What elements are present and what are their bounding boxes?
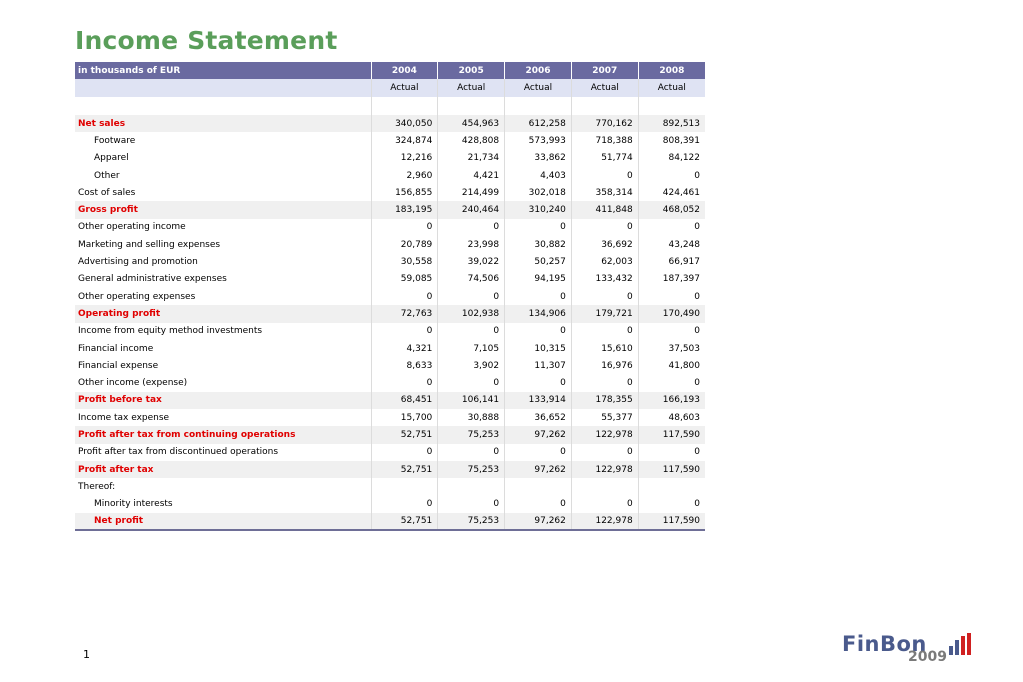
value-cell: 0 — [638, 444, 705, 461]
value-cell: 134,906 — [505, 305, 572, 322]
value-cell: 240,464 — [438, 201, 505, 218]
value-cell: 0 — [371, 219, 438, 236]
value-cell: 33,862 — [505, 150, 572, 167]
value-cell: 36,652 — [505, 409, 572, 426]
value-cell: 51,774 — [571, 150, 638, 167]
value-cell: 0 — [505, 496, 572, 513]
row-label: Other operating income — [78, 222, 186, 233]
value-cell: 214,499 — [438, 184, 505, 201]
value-cell: 75,253 — [438, 461, 505, 478]
value-cell: 0 — [571, 374, 638, 391]
value-cell: 30,882 — [505, 236, 572, 253]
value-cell: 23,998 — [438, 236, 505, 253]
value-cell: 12,216 — [371, 150, 438, 167]
value-cell: 94,195 — [505, 271, 572, 288]
value-cell: 0 — [371, 444, 438, 461]
row-label: Footware — [94, 135, 136, 146]
value-cell: 102,938 — [438, 305, 505, 322]
finbon-logo — [842, 630, 982, 666]
value-cell: 52,751 — [371, 461, 438, 478]
value-cell: 0 — [571, 219, 638, 236]
row-label: Profit after tax from discontinued operations — [78, 447, 279, 458]
value-cell: 3,902 — [438, 357, 505, 374]
status-label: Actual — [505, 79, 572, 97]
spacer-cell — [75, 97, 371, 115]
row-label: Advertising and promotion — [78, 257, 198, 268]
row-label: Profit before tax — [75, 392, 371, 409]
value-cell: 97,262 — [505, 426, 572, 443]
row-label: Marketing and selling expenses — [78, 239, 221, 250]
table-row — [75, 305, 705, 322]
table-row — [75, 478, 705, 495]
value-cell: 133,914 — [505, 392, 572, 409]
value-cell: 324,874 — [371, 132, 438, 149]
value-cell: 770,162 — [571, 115, 638, 132]
table-row — [75, 340, 705, 357]
spacer-cell — [571, 97, 638, 115]
value-cell: 340,050 — [371, 115, 438, 132]
value-cell: 0 — [638, 167, 705, 184]
row-label: Profit after tax — [75, 461, 371, 478]
value-cell: 4,321 — [371, 340, 438, 357]
table-row — [75, 132, 705, 149]
value-cell: 179,721 — [571, 305, 638, 322]
value-cell: 0 — [638, 374, 705, 391]
value-cell: 0 — [571, 496, 638, 513]
value-cell: 72,763 — [371, 305, 438, 322]
value-cell: 52,751 — [371, 513, 438, 530]
table-row — [75, 444, 705, 461]
value-cell: 133,432 — [571, 271, 638, 288]
row-label: Other operating expenses — [78, 291, 196, 302]
value-cell: 0 — [438, 444, 505, 461]
table-row — [75, 426, 705, 443]
spacer-cell — [505, 97, 572, 115]
value-cell: 166,193 — [638, 392, 705, 409]
value-cell: 36,692 — [571, 236, 638, 253]
spacer-cell — [638, 97, 705, 115]
value-cell: 0 — [371, 496, 438, 513]
value-cell: 117,590 — [638, 426, 705, 443]
value-cell — [571, 478, 638, 495]
value-cell: 454,963 — [438, 115, 505, 132]
value-cell: 0 — [438, 288, 505, 305]
table-header-row — [75, 62, 705, 79]
value-cell: 411,848 — [571, 201, 638, 218]
table-row — [75, 496, 705, 513]
value-cell: 30,558 — [371, 253, 438, 270]
value-cell — [505, 478, 572, 495]
value-cell: 0 — [505, 219, 572, 236]
value-cell: 16,976 — [571, 357, 638, 374]
table-row — [75, 150, 705, 167]
value-cell: 62,003 — [571, 253, 638, 270]
value-cell: 106,141 — [438, 392, 505, 409]
year-header: 2008 — [638, 62, 705, 79]
table-row — [75, 392, 705, 409]
table-row — [75, 167, 705, 184]
value-cell: 892,513 — [638, 115, 705, 132]
spacer-row — [75, 97, 705, 115]
status-label: Actual — [371, 79, 438, 97]
table-row — [75, 236, 705, 253]
row-label: Profit after tax from continuing operations — [75, 426, 371, 443]
bar-chart-logo-icon — [948, 632, 974, 656]
value-cell: 48,603 — [638, 409, 705, 426]
value-cell: 0 — [438, 219, 505, 236]
table-row — [75, 374, 705, 391]
value-cell: 84,122 — [638, 150, 705, 167]
row-label: Other — [94, 170, 120, 181]
value-cell: 52,751 — [371, 426, 438, 443]
table-row — [75, 115, 705, 132]
value-cell: 55,377 — [571, 409, 638, 426]
value-cell: 11,307 — [505, 357, 572, 374]
value-cell: 808,391 — [638, 132, 705, 149]
page-number: 1 — [83, 648, 90, 661]
value-cell: 178,355 — [571, 392, 638, 409]
row-label: Income from equity method investments — [78, 326, 263, 337]
unit-label: in thousands of EUR — [75, 62, 371, 79]
value-cell: 183,195 — [371, 201, 438, 218]
value-cell: 0 — [638, 323, 705, 340]
value-cell: 302,018 — [505, 184, 572, 201]
value-cell: 15,700 — [371, 409, 438, 426]
year-header: 2005 — [438, 62, 505, 79]
row-label: Income tax expense — [78, 412, 170, 423]
year-header: 2007 — [571, 62, 638, 79]
table-row — [75, 513, 705, 530]
spacer-cell — [371, 97, 438, 115]
value-cell: 41,800 — [638, 357, 705, 374]
value-cell: 122,978 — [571, 513, 638, 530]
table-row — [75, 271, 705, 288]
value-cell: 39,022 — [438, 253, 505, 270]
value-cell: 156,855 — [371, 184, 438, 201]
value-cell: 0 — [638, 496, 705, 513]
table-row — [75, 323, 705, 340]
value-cell: 0 — [571, 323, 638, 340]
value-cell: 122,978 — [571, 461, 638, 478]
value-cell: 0 — [505, 288, 572, 305]
value-cell: 50,257 — [505, 253, 572, 270]
row-label: Gross profit — [75, 201, 371, 218]
table-row — [75, 461, 705, 478]
value-cell: 310,240 — [505, 201, 572, 218]
value-cell: 30,888 — [438, 409, 505, 426]
value-cell: 37,503 — [638, 340, 705, 357]
value-cell: 43,248 — [638, 236, 705, 253]
income-statement-table — [75, 62, 705, 531]
value-cell: 0 — [438, 323, 505, 340]
value-cell: 117,590 — [638, 461, 705, 478]
value-cell: 0 — [505, 444, 572, 461]
value-cell: 4,403 — [505, 167, 572, 184]
value-cell: 122,978 — [571, 426, 638, 443]
value-cell: 0 — [571, 444, 638, 461]
row-label: Net sales — [75, 115, 371, 132]
value-cell: 74,506 — [438, 271, 505, 288]
value-cell: 358,314 — [571, 184, 638, 201]
value-cell: 97,262 — [505, 513, 572, 530]
table-row — [75, 201, 705, 218]
row-label: Apparel — [94, 153, 129, 164]
row-label: Thereof: — [78, 481, 116, 492]
value-cell — [371, 478, 438, 495]
value-cell: 170,490 — [638, 305, 705, 322]
value-cell: 8,633 — [371, 357, 438, 374]
table-row — [75, 357, 705, 374]
logo-name: FinBon — [842, 632, 927, 656]
table-row — [75, 253, 705, 270]
value-cell: 0 — [571, 288, 638, 305]
row-label: Financial expense — [78, 360, 159, 371]
value-cell: 0 — [371, 288, 438, 305]
row-label: Other income (expense) — [78, 378, 188, 389]
row-label: Minority interests — [94, 499, 173, 510]
logo-year: 2009 — [908, 649, 947, 665]
value-cell: 75,253 — [438, 426, 505, 443]
row-label: Net profit — [75, 513, 371, 530]
table-row — [75, 288, 705, 305]
value-cell: 15,610 — [571, 340, 638, 357]
value-cell: 117,590 — [638, 513, 705, 530]
value-cell: 424,461 — [638, 184, 705, 201]
value-cell: 10,315 — [505, 340, 572, 357]
value-cell: 2,960 — [371, 167, 438, 184]
value-cell: 0 — [371, 323, 438, 340]
status-label: Actual — [638, 79, 705, 97]
value-cell: 718,388 — [571, 132, 638, 149]
value-cell: 97,262 — [505, 461, 572, 478]
table-row — [75, 409, 705, 426]
value-cell: 75,253 — [438, 513, 505, 530]
value-cell — [638, 478, 705, 495]
table-status-row — [75, 79, 705, 97]
status-label: Actual — [571, 79, 638, 97]
value-cell: 0 — [371, 374, 438, 391]
value-cell: 187,397 — [638, 271, 705, 288]
status-label: Actual — [438, 79, 505, 97]
value-cell: 20,789 — [371, 236, 438, 253]
year-header: 2006 — [505, 62, 572, 79]
value-cell: 0 — [438, 496, 505, 513]
year-header: 2004 — [371, 62, 438, 79]
page-title: Income Statement — [75, 26, 338, 55]
status-blank — [75, 79, 371, 97]
value-cell: 428,808 — [438, 132, 505, 149]
value-cell — [438, 478, 505, 495]
value-cell: 0 — [638, 288, 705, 305]
value-cell: 68,451 — [371, 392, 438, 409]
value-cell: 0 — [505, 323, 572, 340]
value-cell: 66,917 — [638, 253, 705, 270]
row-label: General administrative expenses — [78, 274, 227, 285]
value-cell: 468,052 — [638, 201, 705, 218]
value-cell: 0 — [438, 374, 505, 391]
value-cell: 7,105 — [438, 340, 505, 357]
value-cell: 59,085 — [371, 271, 438, 288]
row-label: Cost of sales — [78, 187, 136, 198]
table-row — [75, 184, 705, 201]
value-cell: 0 — [638, 219, 705, 236]
row-label: Operating profit — [75, 305, 371, 322]
value-cell: 573,993 — [505, 132, 572, 149]
value-cell: 0 — [571, 167, 638, 184]
value-cell: 21,734 — [438, 150, 505, 167]
table-row — [75, 219, 705, 236]
row-label: Financial income — [78, 343, 154, 354]
value-cell: 0 — [505, 374, 572, 391]
value-cell: 4,421 — [438, 167, 505, 184]
value-cell: 612,258 — [505, 115, 572, 132]
spacer-cell — [438, 97, 505, 115]
